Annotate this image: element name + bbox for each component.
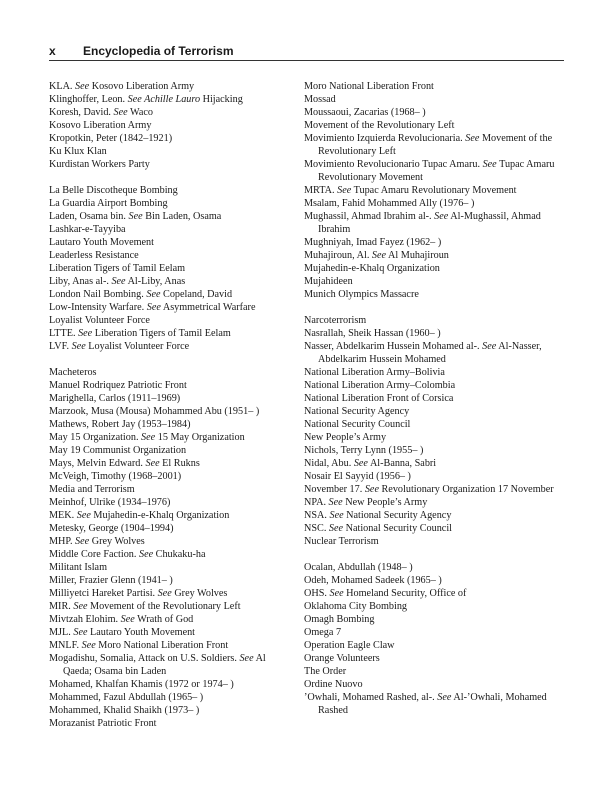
entry-term: McVeigh, Timothy (1968–2001): [49, 471, 182, 482]
index-entry: [49, 301, 285, 314]
entry-term: Nidal, Abu.: [304, 458, 352, 469]
entry-term: National Security Council: [304, 419, 411, 430]
index-entry: [304, 80, 566, 93]
entry-term: Omagh Bombing: [304, 614, 375, 625]
index-entry: [304, 340, 566, 366]
see-reference-label: See: [81, 640, 96, 651]
entry-term: Media and Terrorism: [49, 484, 135, 495]
see-reference-target[interactable]: Tupac Amaru Revolutionary Movement: [353, 185, 517, 196]
see-reference-target[interactable]: National Security Council: [345, 523, 452, 534]
see-reference-label: See: [113, 107, 128, 118]
see-reference-target[interactable]: Revolutionary Organization 17 November: [381, 484, 554, 495]
entry-term: Militant Islam: [49, 562, 108, 573]
entry-term: Kropotkin, Peter (1842–1921): [49, 133, 173, 144]
index-entry: [304, 366, 566, 379]
see-reference-target[interactable]: Al Qaeda; Osama bin Laden: [63, 653, 266, 677]
entry-term: ’Owhali, Mohamed Rashed, al-.: [304, 692, 435, 703]
see-reference-label: See: [146, 302, 161, 313]
index-entry: [304, 327, 566, 340]
index-entry: [49, 548, 285, 561]
index-entry: [304, 509, 566, 522]
see-reference-label: See: [482, 341, 497, 352]
section-gap: [49, 171, 285, 184]
see-reference-label: See: [73, 601, 88, 612]
see-reference-target[interactable]: El Rukns: [162, 458, 200, 469]
entry-term: La Belle Discotheque Bombing: [49, 185, 178, 196]
see-reference-target[interactable]: Kosovo Liberation Army: [91, 81, 195, 92]
see-reference-target[interactable]: Al-’Owhali, Mohamed Rashed: [318, 692, 547, 716]
entry-term: Koresh, David.: [49, 107, 111, 118]
entry-term: Nuclear Terrorism: [304, 536, 379, 547]
index-entry: [49, 483, 285, 496]
index-entry: [49, 275, 285, 288]
see-reference-label: See: [145, 458, 160, 469]
index-entry: [49, 223, 285, 236]
index-entry: [304, 158, 566, 184]
see-reference-target[interactable]: Moro National Liberation Front: [98, 640, 229, 651]
index-entry: [49, 80, 285, 93]
entry-term: Mogadishu, Somalia, Attack on U.S. Soldiers.: [49, 653, 237, 664]
see-reference-label: See: [141, 432, 156, 443]
see-reference-label: See: [329, 510, 344, 521]
index-entry: [49, 327, 285, 340]
index-entry: [304, 106, 566, 119]
see-reference-target[interactable]: New People’s Army: [345, 497, 428, 508]
entry-term: Operation Eagle Claw: [304, 640, 395, 651]
entry-term: Morazanist Patriotic Front: [49, 718, 157, 729]
index-entry: [49, 587, 285, 600]
see-reference-label: See: [364, 484, 379, 495]
entry-term: London Nail Bombing.: [49, 289, 144, 300]
see-reference-target[interactable]: Al-Mughassil, Ahmad Ibrahim: [318, 211, 541, 235]
entry-term: Narcoterrorism: [304, 315, 367, 326]
index-entry: [49, 392, 285, 405]
page-number: x: [49, 44, 56, 58]
index-entry: [304, 262, 566, 275]
index-entry: [304, 392, 566, 405]
see-reference-label: See: [78, 328, 93, 339]
entry-term: Kosovo Liberation Army: [49, 120, 152, 131]
entry-term: May 19 Communist Organization: [49, 445, 187, 456]
entry-term: MRTA.: [304, 185, 335, 196]
entry-term: National Liberation Army–Bolivia: [304, 367, 445, 378]
entry-term: LTTE.: [49, 328, 76, 339]
see-reference-target[interactable]: Al-Liby, Anas: [127, 276, 186, 287]
entry-term: National Liberation Army–Colombia: [304, 380, 456, 391]
entry-term: Orange Volunteers: [304, 653, 380, 664]
index-entry: [304, 600, 566, 613]
entry-term: Middle Core Faction.: [49, 549, 137, 560]
index-entry: [49, 535, 285, 548]
entry-term: Miller, Frazier Glenn (1941– ): [49, 575, 173, 586]
see-reference-target[interactable]: Wrath of God: [137, 614, 194, 625]
see-reference-label: See: [111, 276, 126, 287]
index-entry: [304, 379, 566, 392]
see-reference-target[interactable]: National Security Agency: [346, 510, 452, 521]
index-entry: [49, 379, 285, 392]
entry-term: Manuel Rodriquez Patriotic Front: [49, 380, 187, 391]
index-entry: [49, 444, 285, 457]
index-entry: [49, 704, 285, 717]
entry-term: Nasser, Abdelkarim Hussein Mohamed al-.: [304, 341, 480, 352]
index-entry: [49, 418, 285, 431]
index-entry: [49, 158, 285, 171]
see-reference-label: See: [157, 588, 172, 599]
see-reference-target[interactable]: Liberation Tigers of Tamil Eelam: [94, 328, 231, 339]
entry-term: New People’s Army: [304, 432, 387, 443]
index-entry: [304, 184, 566, 197]
index-entry: [304, 431, 566, 444]
index-entry: [304, 535, 566, 548]
entry-term: NSC.: [304, 523, 327, 534]
index-entry: [304, 613, 566, 626]
entry-term: Mossad: [304, 94, 336, 105]
index-entry: [49, 457, 285, 470]
index-entry: [49, 509, 285, 522]
entry-term: Liby, Anas al-.: [49, 276, 109, 287]
see-reference-target[interactable]: Homeland Security, Office of: [346, 588, 467, 599]
index-entry: [304, 574, 566, 587]
index-entry: [49, 314, 285, 327]
entry-term: Lashkar-e-Tayyiba: [49, 224, 126, 235]
see-reference-label: See Achille Lauro: [127, 94, 201, 105]
see-reference-target[interactable]: 15 May Organization: [157, 432, 245, 443]
entry-term: Laden, Osama bin.: [49, 211, 126, 222]
index-entry: [304, 288, 566, 301]
index-entry: [49, 639, 285, 652]
see-reference-target[interactable]: Al-Banna, Sabri: [369, 458, 437, 469]
index-entry: [49, 405, 285, 418]
entry-term: Mujahideen: [304, 276, 353, 287]
index-entry: [49, 210, 285, 223]
index-entry: [49, 574, 285, 587]
index-entry: [304, 418, 566, 431]
entry-term: Metesky, George (1904–1994): [49, 523, 174, 534]
entry-term: Mivtzah Elohim.: [49, 614, 119, 625]
see-reference-target[interactable]: Asymmetrical Warfare: [162, 302, 256, 313]
index-entry: [49, 249, 285, 262]
entry-term: Marzook, Musa (Mousa) Mohammed Abu (1951– ): [49, 406, 260, 417]
index-entry: [304, 132, 566, 158]
entry-term: Mohamed, Khalfan Khamis (1972 or 1974– ): [49, 679, 234, 690]
index-entry: [304, 119, 566, 132]
entry-term: KLA.: [49, 81, 73, 92]
entry-term: Ku Klux Klan: [49, 146, 107, 157]
entry-term: November 17.: [304, 484, 363, 495]
see-reference-target[interactable]: Chukaku-ha: [155, 549, 206, 560]
entry-term: Moro National Liberation Front: [304, 81, 434, 92]
index-entry: [304, 236, 566, 249]
entry-term: Ocalan, Abdullah (1948– ): [304, 562, 413, 573]
index-entry: [49, 678, 285, 691]
index-entry: [49, 184, 285, 197]
entry-term: Nasrallah, Sheik Hassan (1960– ): [304, 328, 441, 339]
entry-term: Kurdistan Workers Party: [49, 159, 150, 170]
entry-term: Nichols, Terry Lynn (1955– ): [304, 445, 424, 456]
index-entry: [49, 340, 285, 353]
running-header: [49, 41, 564, 61]
see-reference-label: See: [329, 588, 344, 599]
index-entry: [49, 626, 285, 639]
index-entry: [49, 717, 285, 730]
see-reference-target[interactable]: Movement of the Revolutionary Left: [90, 601, 241, 612]
entry-term: Mathews, Robert Jay (1953–1984): [49, 419, 191, 430]
left-column: [49, 80, 285, 730]
entry-term: Ordine Nuovo: [304, 679, 363, 690]
index-entry: [304, 587, 566, 600]
see-reference-target[interactable]: Al Muhajiroun: [388, 250, 449, 261]
index-entry: [304, 496, 566, 509]
entry-term: Macheteros: [49, 367, 97, 378]
index-entry: [49, 613, 285, 626]
entry-term: Moussaoui, Zacarias (1968– ): [304, 107, 426, 118]
entry-term: MNLF.: [49, 640, 80, 651]
entry-term: MIR.: [49, 601, 71, 612]
entry-term: Munich Olympics Massacre: [304, 289, 419, 300]
entry-term: Mohammed, Fazul Abdullah (1965– ): [49, 692, 204, 703]
entry-term: Leaderless Resistance: [49, 250, 139, 261]
index-entry: [304, 457, 566, 470]
index-entry: [49, 197, 285, 210]
entry-term: Mughniyah, Imad Fayez (1962– ): [304, 237, 442, 248]
see-reference-label: See: [75, 536, 90, 547]
index-entry: [304, 275, 566, 288]
entry-term: Loyalist Volunteer Force: [49, 315, 150, 326]
index-entry: [49, 561, 285, 574]
see-reference-label: See: [146, 289, 161, 300]
see-reference-target[interactable]: Tupac Amaru Revolutionary Movement: [318, 159, 555, 183]
entry-term: Marighella, Carlos (1911–1969): [49, 393, 181, 404]
entry-term: MJL.: [49, 627, 71, 638]
see-reference-label: See: [434, 211, 449, 222]
see-reference-target[interactable]: Waco: [130, 107, 153, 118]
see-reference-label: See: [120, 614, 135, 625]
entry-term: Liberation Tigers of Tamil Eelam: [49, 263, 186, 274]
section-gap: [304, 548, 566, 561]
index-entry: [304, 314, 566, 327]
see-reference-target[interactable]: Mujahedin-e-Khalq Organization: [93, 510, 230, 521]
see-reference-label: See: [128, 211, 143, 222]
entry-term: Mujahedin-e-Khalq Organization: [304, 263, 440, 274]
index-entry: [49, 119, 285, 132]
entry-term: Klinghoffer, Leon.: [49, 94, 126, 105]
entry-term: The Order: [304, 666, 347, 677]
index-entry: [49, 691, 285, 704]
entry-term: National Liberation Front of Corsica: [304, 393, 454, 404]
index-entry: [49, 145, 285, 158]
see-reference-label: See: [73, 627, 88, 638]
index-entry: [304, 470, 566, 483]
index-entry: [49, 522, 285, 535]
index-entry: [304, 483, 566, 496]
index-entry: [304, 249, 566, 262]
index-entry: [49, 470, 285, 483]
index-entry: [49, 93, 285, 106]
see-reference-label: See: [337, 185, 352, 196]
see-reference-target[interactable]: Movement of the Revolutionary Left: [318, 133, 553, 157]
index-entry: [49, 652, 285, 678]
index-entry: [49, 132, 285, 145]
see-reference-label: See: [71, 341, 86, 352]
index-entry: [49, 262, 285, 275]
index-entry: [49, 106, 285, 119]
index-entry: [304, 522, 566, 535]
entry-term: Omega 7: [304, 627, 342, 638]
index-entry: [49, 600, 285, 613]
see-reference-label: See: [437, 692, 452, 703]
see-reference-target[interactable]: Grey Wolves: [91, 536, 145, 547]
see-reference-target[interactable]: Lautaro Youth Movement: [90, 627, 196, 638]
entry-term: NSA.: [304, 510, 327, 521]
see-reference-target[interactable]: Hijacking: [202, 94, 243, 105]
entry-term: Movimiento Izquierda Revolucionaria.: [304, 133, 463, 144]
entry-term: Meinhof, Ulrike (1934–1976): [49, 497, 171, 508]
entry-term: Movimiento Revolucionario Tupac Amaru.: [304, 159, 481, 170]
index-entry: [304, 665, 566, 678]
see-reference-target[interactable]: Al-Nasser, Abdelkarim Hussein Mohamed: [318, 341, 542, 365]
index-entry: [304, 678, 566, 691]
see-reference-label: See: [465, 133, 480, 144]
section-gap: [304, 301, 566, 314]
entry-term: LVF.: [49, 341, 70, 352]
index-entry: [49, 288, 285, 301]
entry-term: May 15 Organization.: [49, 432, 139, 443]
entry-term: Msalam, Fahid Mohammed Ally (1976– ): [304, 198, 475, 209]
index-entry: [304, 210, 566, 236]
see-reference-target[interactable]: Bin Laden, Osama: [145, 211, 222, 222]
entry-term: MEK.: [49, 510, 75, 521]
index-entry: [49, 496, 285, 509]
entry-term: La Guardia Airport Bombing: [49, 198, 168, 209]
index-entry: [49, 366, 285, 379]
see-reference-label: See: [328, 523, 344, 534]
right-column: [304, 80, 566, 717]
entry-term: Milliyetci Hareket Partisi.: [49, 588, 156, 599]
section-gap: [49, 353, 285, 366]
see-reference-label: See: [76, 510, 91, 521]
see-reference-target[interactable]: Loyalist Volunteer Force: [88, 341, 190, 352]
entry-term: Oklahoma City Bombing: [304, 601, 408, 612]
entry-term: Nosair El Sayyid (1956– ): [304, 471, 411, 482]
index-entry: [304, 405, 566, 418]
see-reference-label: See: [328, 497, 343, 508]
index-entry: [304, 691, 566, 717]
see-reference-label: See: [239, 653, 254, 664]
see-reference-label: See: [371, 250, 387, 261]
entry-term: Mohammed, Khalid Shaikh (1973– ): [49, 705, 200, 716]
index-entry: [304, 626, 566, 639]
book-title: Encyclopedia of Terrorism: [83, 44, 234, 58]
index-entry: [304, 639, 566, 652]
entry-term: OHS.: [304, 588, 327, 599]
entry-term: NPA.: [304, 497, 326, 508]
index-entry: [304, 197, 566, 210]
see-reference-target[interactable]: Copeland, David: [163, 289, 233, 300]
entry-term: Lautaro Youth Movement: [49, 237, 154, 248]
see-reference-label: See: [138, 549, 154, 560]
entry-term: Mughassil, Ahmad Ibrahim al-.: [304, 211, 432, 222]
see-reference-label: See: [75, 81, 90, 92]
entry-term: Low-Intensity Warfare.: [49, 302, 145, 313]
index-entry: [304, 93, 566, 106]
entry-term: MHP.: [49, 536, 73, 547]
index-entry: [304, 444, 566, 457]
index-entry: [304, 652, 566, 665]
entry-term: Movement of the Revolutionary Left: [304, 120, 455, 131]
entry-term: Mays, Melvin Edward.: [49, 458, 143, 469]
index-entry: [49, 236, 285, 249]
see-reference-label: See: [482, 159, 497, 170]
entry-term: Muhajiroun, Al.: [304, 250, 370, 261]
index-entry: [304, 561, 566, 574]
see-reference-label: See: [353, 458, 368, 469]
entry-term: National Security Agency: [304, 406, 410, 417]
entry-term: Odeh, Mohamed Sadeek (1965– ): [304, 575, 442, 586]
see-reference-target[interactable]: Grey Wolves: [174, 588, 228, 599]
index-entry: [49, 431, 285, 444]
